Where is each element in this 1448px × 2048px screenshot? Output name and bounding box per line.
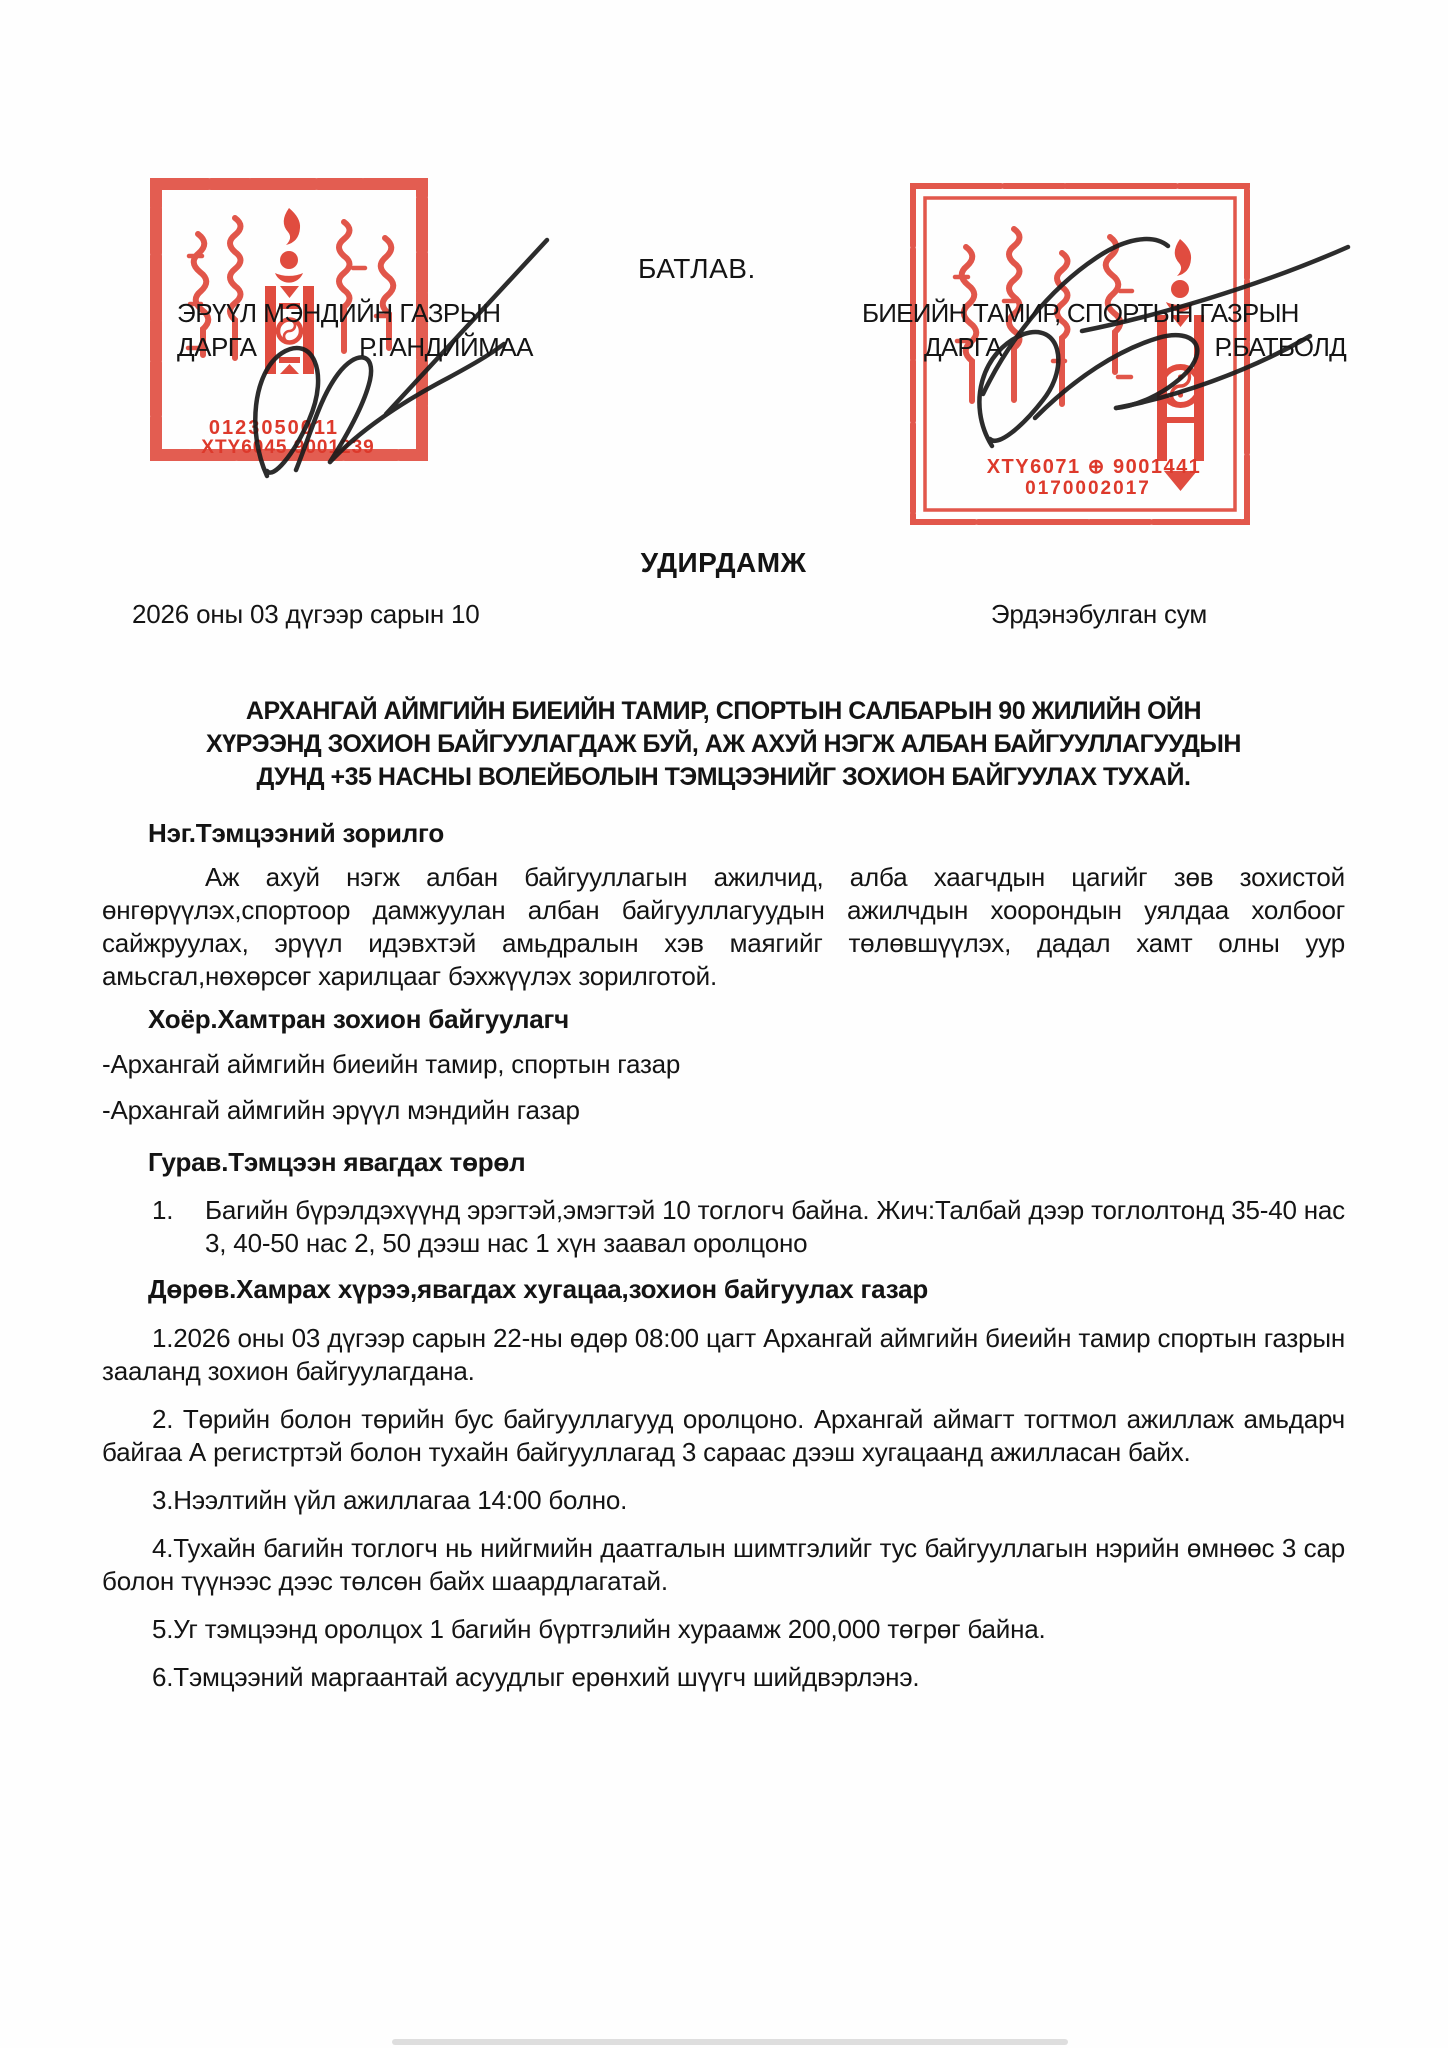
section-two-heading: Хоёр.Хамтран зохион байгуулагч bbox=[148, 1004, 570, 1034]
stamp-serials-right bbox=[987, 456, 1202, 499]
list-item-number: 1. bbox=[152, 1195, 174, 1225]
stamp-serial-bottom: XTY6045 9001239 bbox=[201, 437, 375, 458]
soyombo-emblem bbox=[1157, 239, 1204, 491]
section-one-paragraph: Аж ахуй нэгж албан байгууллагын ажилчид, алба хаагчдын цагийг зөв зохистой өнгөрүүлэх,спортоор дамжуулан албан байгууллагуудын ажилчдын хоорондын уялдаа холбоог сайжруулах, эрүүл идэвхтэй амьдралын хэв маягийг төлөвшүүлэх, дадал хамт олны уур амьсгал,нөхөрсөг харилцааг бэхжүүлэх зорилготой. bbox=[102, 862, 1345, 991]
section-four-heading: Дөрөв.Хамрах хүрээ,явагдах хугацаа,зохион байгуулах газар bbox=[148, 1274, 929, 1304]
document-location: Эрдэнэбулган сум bbox=[990, 599, 1207, 629]
rule-paragraph-4: 4.Тухайн багийн тоглогч нь нийгмийн даатгалын шимтгэлийг тус байгууллагын нэрийн өмнөөс 3 сар болон түүнээс дээс төлсөн байх шаардлагатай. bbox=[102, 1533, 1345, 1596]
title-line-3: ДУНД +35 НАСНЫ ВОЛЕЙБОЛЫН ТЭМЦЭЭНИЙГ ЗОХИОН БАЙГУУЛАХ ТУХАЙ. bbox=[256, 763, 1191, 791]
title-line-1: АРХАНГАЙ АЙМГИЙН БИЕИЙН ТАМИР, СПОРТЫН САЛБАРЫН 90 ЖИЛИЙН ОЙН bbox=[245, 697, 1202, 725]
co-organizer-item: -Архангай аймгийн биеийн тамир, спортын газар bbox=[102, 1049, 681, 1079]
document-date: 2026 оны 03 дүгээр сарын 10 bbox=[132, 599, 480, 629]
signer-org-left: ЭРҮҮЛ МЭНДИЙН ГАЗРЫН bbox=[177, 298, 501, 328]
scan-artifact-bar bbox=[392, 2039, 1068, 2045]
signer-block-left bbox=[177, 296, 533, 364]
document-title bbox=[102, 695, 1345, 794]
document-type-heading: УДИРДАМЖ bbox=[640, 547, 807, 578]
co-organizer-item: -Архангай аймгийн эрүүл мэндийн газар bbox=[102, 1095, 580, 1125]
document-body bbox=[102, 546, 1345, 1694]
team-composition-item bbox=[102, 1194, 1345, 1260]
section-three-heading: Гурав.Тэмцээн явагдах төрөл bbox=[148, 1147, 526, 1177]
signer-org-right: БИЕИЙН ТАМИР, СПОРТЫН ГАЗРЫН bbox=[862, 298, 1299, 328]
rule-paragraph-1: 1.2026 оны 03 дүгээр сарын 22-ны өдөр 08:00 цагт Архангай аймгийн биеийн тамир спортын газрын зааланд зохион байгуулагдана. bbox=[102, 1323, 1345, 1386]
signer-role-right: ДАРГА bbox=[924, 332, 1002, 362]
approval-label: БАТЛАВ. bbox=[638, 253, 756, 284]
signer-role-left: ДАРГА bbox=[177, 332, 257, 362]
section-one-heading: Нэг.Тэмцээний зорилго bbox=[148, 818, 445, 848]
stamp-serials-left bbox=[201, 417, 374, 458]
rule-paragraph-3: 3.Нээлтийн үйл ажиллагаа 14:00 болно. bbox=[152, 1485, 628, 1515]
date-location-row bbox=[102, 598, 1345, 631]
title-line-2: ХҮРЭЭНД ЗОХИОН БАЙГУУЛАГДАЖ БУЙ, АЖ АХУЙ НЭГЖ АЛБАН БАЙГУУЛЛАГУУДЫН bbox=[206, 730, 1241, 758]
signer-name-left: Р.ГАНДИЙМАА bbox=[359, 332, 533, 362]
list-item-text: Багийн бүрэлдэхүүнд эрэгтэй,эмэгтэй 10 тоглогч байна. Жич:Талбай дээр тоглолтонд 35-40 нас 3, 40-50 нас 2, 50 дээш нас 1 хүн заавал оролцоно bbox=[205, 1195, 1345, 1258]
stamp-serial-bottom: 0170002017 bbox=[1025, 478, 1151, 499]
signer-block-right bbox=[862, 296, 1346, 364]
rule-paragraph-6: 6.Тэмцээний маргаантай асуудлыг ерөнхий шүүгч шийдвэрлэнэ. bbox=[152, 1662, 920, 1692]
stamp-serial-top: 0123050011 bbox=[208, 417, 340, 439]
rule-paragraph-5: 5.Уг тэмцээнд оролцох 1 багийн бүртгэлийн хураамж 200,000 төгрөг байна. bbox=[152, 1614, 1046, 1644]
rule-paragraph-2: 2. Төрийн болон төрийн бус байгууллагууд оролцоно. Архангай аймагт тогтмол ажиллаж амьдарч байгаа А регистртэй болон тухайн байгууллагад 3 сараас дээш хугацаанд ажилласан байх. bbox=[102, 1404, 1345, 1467]
stamp-serial-top: XTY6071 ⊕ 9001441 bbox=[986, 456, 1202, 478]
signer-name-right: Р.БАТБОЛД bbox=[1214, 332, 1346, 362]
